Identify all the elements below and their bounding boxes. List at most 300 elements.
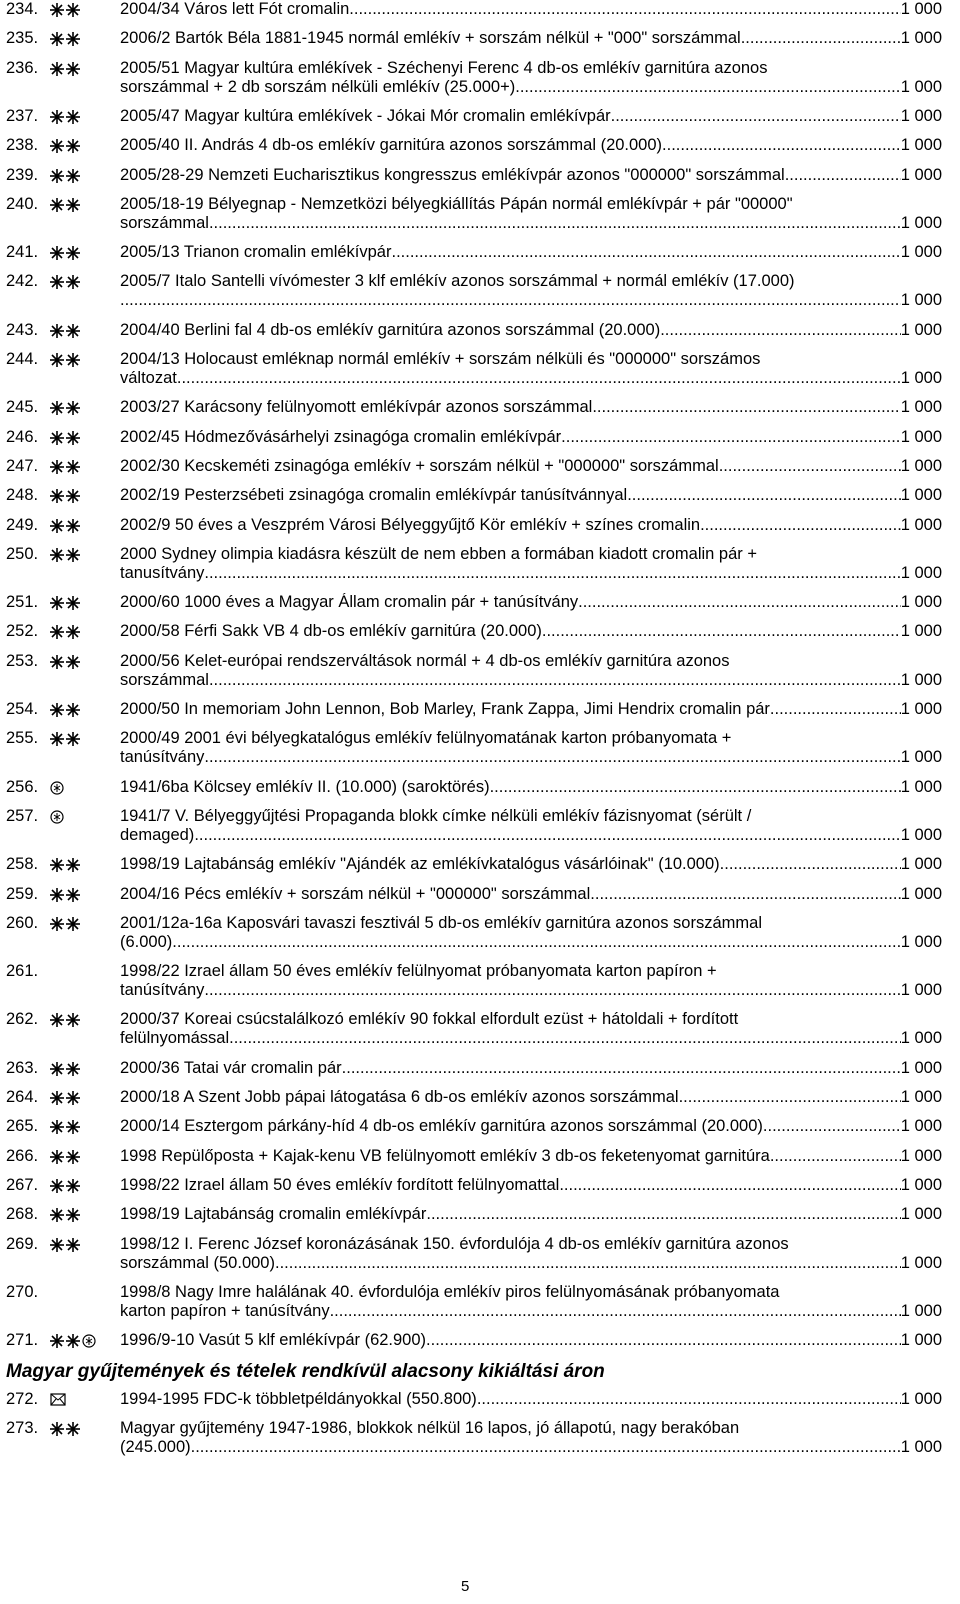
mint-star-icon: [50, 275, 64, 289]
mint-star-icon: [50, 32, 64, 46]
mint-star-icon: [50, 489, 64, 503]
condition-icons: [50, 136, 126, 155]
starting-price: 1 000: [900, 1088, 942, 1106]
dot-leader: [785, 166, 901, 185]
lot-description: 1998/22 Izrael állam 50 éves emlékív felülnyomat próbanyomata karton papíron +: [120, 962, 717, 981]
mint-star-icon: [50, 1422, 64, 1436]
mint-star-icon: [66, 401, 80, 415]
lot-description: 2004/13 Holocaust emléknap normál emlékív + sorszám nélküli és "000000" sorszámos: [120, 350, 761, 368]
dot-leader: [627, 486, 900, 505]
condition-icons: [50, 1147, 126, 1166]
lot-description-line: [120, 1438, 942, 1457]
condition-icons: [50, 885, 126, 904]
starting-price: 1 000: [900, 1058, 942, 1077]
lot-description: változat: [120, 369, 177, 387]
mint-star-icon: [66, 1091, 80, 1105]
lot-description-line: [120, 291, 942, 310]
lot-number: 242.: [6, 272, 39, 291]
lot-description: 2000/14 Esztergom párkány-híd 4 db-os emlékív garnitúra azonos sorszámmal (20.000): [120, 1117, 763, 1136]
lot-description: demaged): [120, 825, 195, 844]
dot-leader: [578, 593, 901, 612]
starting-price: 1 000: [900, 1117, 942, 1136]
lot-entry: [6, 1147, 958, 1166]
lot-entry: [6, 166, 958, 185]
lot-number: 270.: [6, 1282, 39, 1301]
lot-entry: [6, 107, 958, 126]
lot-entry: [6, 59, 958, 97]
lot-entry: [6, 1283, 958, 1321]
lot-description: 2002/9 50 éves a Veszprém Városi Bélyeggyűjtő Kör emlékív + színes cromalin: [120, 515, 701, 534]
lot-description-line: [120, 729, 942, 748]
dot-leader: [426, 1205, 900, 1224]
starting-price: 1 000: [900, 884, 942, 903]
dot-leader: [172, 933, 900, 952]
dot-leader: [275, 1254, 901, 1273]
lot-description-line: [120, 1254, 942, 1273]
lot-entry: [6, 593, 958, 612]
lot-description-line: [120, 1088, 942, 1107]
starting-price: 1 000: [900, 427, 942, 446]
starting-price: 1 000: [900, 1253, 942, 1272]
dot-leader: [590, 885, 900, 904]
lot-number: 235.: [6, 29, 39, 48]
lot-description-line: [120, 1059, 942, 1078]
lot-description: 2000/36 Tatai vár cromalin pár: [120, 1058, 342, 1077]
lot-number: 258.: [6, 855, 39, 874]
mint-star-icon: [66, 62, 80, 76]
mint-star-icon: [50, 519, 64, 533]
mint-star-icon: [66, 703, 80, 717]
dot-leader: [349, 0, 900, 19]
condition-icons: [50, 321, 126, 340]
condition-icons: [50, 1331, 126, 1350]
starting-price: 1 000: [900, 320, 942, 339]
dot-leader: [679, 1088, 901, 1107]
dot-leader: [477, 1390, 901, 1409]
lot-description-line: [120, 622, 942, 641]
lot-description-line: [120, 748, 942, 767]
mint-star-icon: [66, 169, 80, 183]
lot-description: tanusítvány: [120, 563, 205, 582]
mint-star-icon: [66, 1238, 80, 1252]
lot-description: sorszámmal (50.000): [120, 1253, 275, 1272]
starting-price: 1 000: [900, 1301, 942, 1320]
lot-description-line: [120, 1302, 942, 1321]
condition-icons: [50, 778, 126, 797]
lot-number: 234.: [6, 0, 39, 18]
lot-entry: [6, 1390, 958, 1409]
lot-description: tanúsítvány: [120, 748, 205, 767]
lot-description: 1998/19 Lajtabánság cromalin emlékívpár: [120, 1205, 427, 1224]
starting-price: 1 000: [900, 0, 942, 18]
lot-description-line: [120, 962, 942, 981]
lot-description: (245.000): [120, 1438, 191, 1457]
dot-leader: [490, 778, 901, 797]
lot-entry: [6, 729, 958, 767]
mint-star-icon: [50, 888, 64, 902]
condition-icons: [50, 700, 126, 719]
lot-number: 249.: [6, 515, 39, 534]
lot-description: sorszámmal: [120, 670, 209, 689]
mint-star-icon: [50, 625, 64, 639]
condition-icons: [50, 29, 126, 48]
condition-icons: [50, 398, 126, 417]
lot-description: 2000/37 Koreai csúcstalálkozó emlékív 90 fokkal elfordult ezüst + hátoldali + fordított: [120, 1010, 739, 1029]
starting-price: 1 000: [900, 106, 942, 125]
lot-entry: [6, 778, 958, 797]
mint-star-icon: [66, 353, 80, 367]
starting-price: 1 000: [900, 1029, 942, 1048]
lot-entry: [6, 855, 958, 874]
condition-icons: [50, 1419, 126, 1438]
mint-star-icon: [66, 139, 80, 153]
lot-description: 2005/7 Italo Santelli vívómester 3 klf emlékív azonos sorszámmal + normál emlékív (17.000): [120, 272, 795, 291]
dot-leader: [720, 855, 901, 874]
lot-number: 271.: [6, 1331, 39, 1350]
lot-description: 1998/8 Nagy Imre halálának 40. évfordulója emlékív piros felülnyomásának próbanyomata: [120, 1282, 780, 1301]
condition-icons: [50, 1235, 126, 1254]
section-heading: Magyar gyűjtemények és tételek rendkívül alacsony kikiáltási áron: [6, 1361, 605, 1382]
lot-description: sorszámmal + 2 db sorszám nélküli emlékív (25.000+): [120, 77, 516, 96]
dot-leader: [204, 981, 900, 1000]
lot-number: 252.: [6, 622, 39, 641]
lot-description-line: [120, 59, 942, 78]
mint-star-icon: [66, 489, 80, 503]
lot-description-line: [120, 243, 942, 262]
lot-description-line: [120, 214, 942, 233]
condition-icons: [50, 729, 126, 748]
condition-icons: [50, 1010, 126, 1029]
lot-description-line: [120, 1029, 942, 1048]
starting-price: 1 000: [900, 243, 942, 262]
mint-star-icon: [50, 169, 64, 183]
starting-price: 1 000: [900, 515, 942, 534]
lot-description-line: [120, 807, 942, 826]
lot-description: 1996/9-10 Vasút 5 klf emlékívpár (62.900): [120, 1331, 427, 1350]
lot-description: 2005/47 Magyar kultúra emlékívek - Jókai Mór cromalin emlékívpár: [120, 106, 611, 125]
lot-entry: [6, 700, 958, 719]
dot-leader: [120, 291, 901, 310]
starting-price: 1 000: [900, 136, 942, 155]
lot-description: tanúsítvány: [120, 981, 205, 1000]
lot-number: 251.: [6, 593, 39, 612]
lot-description-line: [120, 545, 942, 564]
starting-price: 1 000: [900, 29, 942, 48]
lot-entry: [6, 29, 958, 48]
dot-leader: [204, 564, 900, 583]
lot-description-line: [120, 1390, 942, 1409]
lot-entry: [6, 136, 958, 155]
lot-description-line: [120, 914, 942, 933]
lot-description: 2000/50 In memoriam John Lennon, Bob Marley, Frank Zappa, Jimi Hendrix cromalin pár: [120, 700, 770, 718]
lot-entry: [6, 457, 958, 476]
dot-leader: [391, 243, 900, 262]
lot-description-line: [120, 700, 942, 719]
mint-star-icon: [66, 1013, 80, 1027]
lot-entry: [6, 1235, 958, 1273]
lot-description-line: [120, 933, 942, 952]
lot-entry: [6, 1419, 958, 1457]
lot-number: 247.: [6, 456, 39, 475]
lot-description-line: [120, 457, 942, 476]
lot-entry: [6, 243, 958, 262]
starting-price: 1 000: [900, 77, 942, 96]
mint-star-icon: [50, 1208, 64, 1222]
starting-price: 1 000: [900, 748, 942, 767]
lot-description-line: [120, 1331, 942, 1350]
lot-entry: [6, 885, 958, 904]
condition-icons: [50, 1283, 126, 1302]
lot-description: 2004/40 Berlini fal 4 db-os emlékív garnitúra azonos sorszámmal (20.000): [120, 320, 661, 339]
lot-description-line: [120, 29, 942, 48]
dot-leader: [763, 1117, 901, 1136]
dot-leader: [330, 1302, 901, 1321]
lot-description-line: [120, 1419, 942, 1438]
starting-price: 1 000: [900, 1390, 942, 1408]
starting-price: 1 000: [900, 456, 942, 475]
dot-leader: [209, 214, 901, 233]
starting-price: 1 000: [900, 700, 942, 718]
lot-description-line: [120, 516, 942, 535]
lot-entry: [6, 398, 958, 417]
dot-leader: [660, 321, 901, 340]
starting-price: 1 000: [900, 932, 942, 951]
condition-icons: [50, 652, 126, 671]
lot-number: 259.: [6, 884, 39, 903]
mint-star-icon: [50, 246, 64, 260]
starting-price: 1 000: [900, 981, 942, 1000]
dot-leader: [719, 457, 901, 476]
lot-description-line: [120, 1117, 942, 1136]
mint-star-icon: [66, 888, 80, 902]
lot-number: 272.: [6, 1390, 39, 1408]
condition-icons: [50, 59, 126, 78]
lot-description-line: [120, 428, 942, 447]
mint-star-icon: [50, 1150, 64, 1164]
mint-star-icon: [66, 431, 80, 445]
starting-price: 1 000: [900, 563, 942, 582]
lot-entry: [6, 622, 958, 641]
mint-star-icon: [50, 460, 64, 474]
starting-price: 1 000: [900, 1438, 942, 1457]
mint-star-icon: [50, 3, 64, 17]
lot-description: (6.000): [120, 932, 173, 951]
lot-description-line: [120, 652, 942, 671]
lot-description-line: [120, 136, 942, 155]
dot-leader: [209, 671, 901, 690]
lot-number: 269.: [6, 1234, 39, 1253]
lot-number: 255.: [6, 729, 39, 748]
lot-description: 2000/18 A Szent Jobb pápai látogatása 6 db-os emlékív azonos sorszámmal: [120, 1088, 679, 1106]
mint-star-icon: [50, 1179, 64, 1193]
condition-icons: [50, 962, 126, 981]
mint-star-icon: [66, 3, 80, 17]
lot-entry: [6, 321, 958, 340]
lot-entry: [6, 272, 958, 310]
condition-icons: [50, 0, 126, 19]
mint-star-icon: [50, 1091, 64, 1105]
lot-description-line: [120, 0, 942, 19]
lot-entry: [6, 1059, 958, 1078]
lot-description: 1941/6ba Kölcsey emlékív II. (10.000) (saroktörés): [120, 777, 490, 796]
lot-number: 260.: [6, 913, 39, 932]
lot-description-line: [120, 981, 942, 1000]
lot-entry: [6, 516, 958, 535]
lot-entry: [6, 807, 958, 845]
lot-description-line: [120, 486, 942, 505]
mint-star-icon: [50, 324, 64, 338]
lot-entry: [6, 0, 958, 19]
lot-number: 256.: [6, 777, 39, 796]
mint-star-icon: [50, 1013, 64, 1027]
lot-number: 266.: [6, 1146, 39, 1165]
lot-description-line: [120, 107, 942, 126]
mint-star-icon: [66, 1422, 80, 1436]
mint-star-icon: [50, 858, 64, 872]
mint-star-icon: [66, 275, 80, 289]
condition-icons: [50, 243, 126, 262]
lot-description-line: [120, 1176, 942, 1195]
mint-star-icon: [66, 519, 80, 533]
lot-description: 2005/51 Magyar kultúra emlékívek - Széchenyi Ferenc 4 db-os emlékív garnitúra azonos: [120, 58, 768, 77]
lot-description: 2002/45 Hódmezővásárhelyi zsinagóga cromalin emlékívpár: [120, 427, 562, 446]
dot-leader: [515, 78, 900, 97]
lot-description-line: [120, 195, 942, 214]
lot-description-line: [120, 272, 942, 291]
dot-leader: [741, 29, 901, 48]
starting-price: 1 000: [900, 213, 942, 232]
dot-leader: [229, 1029, 901, 1048]
dot-leader: [662, 136, 901, 155]
lot-entry: [6, 195, 958, 233]
mint-star-icon: [66, 198, 80, 212]
lot-description-line: [120, 350, 942, 369]
lot-entry: [6, 1117, 958, 1136]
condition-icons: [50, 855, 126, 874]
starting-price: 1 000: [900, 825, 942, 844]
mint-star-icon: [66, 596, 80, 610]
mint-star-icon: [66, 858, 80, 872]
starting-price: 1 000: [900, 1331, 942, 1350]
starting-price: 1 000: [900, 855, 942, 874]
lot-number: 257.: [6, 806, 39, 825]
condition-icons: [50, 486, 126, 505]
lot-description: karton papíron + tanúsítvány: [120, 1301, 330, 1320]
dot-leader: [426, 1331, 901, 1350]
lot-description: 2000/60 1000 éves a Magyar Állam cromalin pár + tanúsítvány: [120, 593, 579, 612]
starting-price: 1 000: [900, 1146, 942, 1165]
lot-entry: [6, 486, 958, 505]
mint-star-icon: [50, 1062, 64, 1076]
condition-icons: [50, 457, 126, 476]
lot-number: 238.: [6, 136, 39, 155]
condition-icons: [50, 593, 126, 612]
lot-entry: [6, 962, 958, 1000]
lot-description-line: [120, 1235, 942, 1254]
lot-description: Magyar gyűjtemény 1947-1986, blokkok nélkül 16 lapos, jó állapotú, nagy berakóban: [120, 1419, 740, 1438]
mint-star-icon: [66, 246, 80, 260]
dot-leader: [561, 428, 901, 447]
dot-leader: [204, 748, 900, 767]
lot-description: 1994-1995 FDC-k többletpéldányokkal (550.800): [120, 1390, 477, 1408]
lot-number: 246.: [6, 427, 39, 446]
lot-description: 2003/27 Karácsony felülnyomott emlékívpár azonos sorszámmal: [120, 398, 593, 417]
mint-star-icon: [50, 139, 64, 153]
mint-star-icon: [50, 353, 64, 367]
mint-star-icon: [50, 110, 64, 124]
lot-entry: [6, 1205, 958, 1224]
mint-star-icon: [66, 548, 80, 562]
starting-price: 1 000: [900, 670, 942, 689]
lot-number: 240.: [6, 194, 39, 213]
mint-star-icon: [50, 431, 64, 445]
page-number: 5: [461, 1578, 470, 1595]
mint-star-icon: [50, 198, 64, 212]
condition-icons: [50, 1390, 126, 1409]
starting-price: 1 000: [900, 486, 942, 505]
condition-icons: [50, 545, 126, 564]
lot-number: 236.: [6, 58, 39, 77]
lot-entry: [6, 428, 958, 447]
mint-star-icon: [66, 110, 80, 124]
mint-star-icon: [66, 1334, 80, 1348]
condition-icons: [50, 1059, 126, 1078]
lot-description-line: [120, 885, 942, 904]
mint-star-icon: [66, 655, 80, 669]
lot-number: 262.: [6, 1010, 39, 1029]
starting-price: 1 000: [900, 1175, 942, 1194]
lot-number: 243.: [6, 320, 39, 339]
envelope-icon: [50, 1393, 66, 1406]
starting-price: 1 000: [900, 369, 942, 387]
mint-star-icon: [66, 32, 80, 46]
dot-leader: [700, 516, 901, 535]
dot-leader: [559, 1176, 900, 1195]
starting-price: 1 000: [900, 1205, 942, 1224]
lot-description: 1998/12 I. Ferenc József koronázásának 150. évfordulója 4 db-os emlékív garnitúra azonos: [120, 1234, 789, 1253]
stamped-circle-icon: [50, 781, 64, 795]
lot-number: 254.: [6, 700, 39, 718]
lot-description: 2000/58 Férfi Sakk VB 4 db-os emlékív garnitúra (20.000): [120, 622, 542, 641]
lot-description-line: [120, 671, 942, 690]
lot-number: 264.: [6, 1088, 39, 1106]
lot-number: 261.: [6, 962, 39, 981]
lot-description-line: [120, 564, 942, 583]
stamped-circle-icon: [50, 810, 64, 824]
mint-star-icon: [50, 62, 64, 76]
mint-star-icon: [66, 1062, 80, 1076]
lot-description-line: [120, 1010, 942, 1029]
condition-icons: [50, 166, 126, 185]
lot-entry: [6, 545, 958, 583]
lot-number: 250.: [6, 544, 39, 563]
lot-entry: [6, 1010, 958, 1048]
lot-description: 1998/22 Izrael állam 50 éves emlékív fordított felülnyomattal: [120, 1175, 560, 1194]
mint-star-icon: [50, 596, 64, 610]
condition-icons: [50, 807, 126, 826]
lot-number: 273.: [6, 1419, 39, 1438]
lot-description: 2002/30 Kecskeméti zsinagóga emlékív + sorszám nélkül + "000000" sorszámmal: [120, 456, 719, 475]
lot-number: 253.: [6, 651, 39, 670]
lot-description-line: [120, 1147, 942, 1166]
dot-leader: [611, 107, 901, 126]
mint-star-icon: [50, 1120, 64, 1134]
lot-number: 237.: [6, 106, 39, 125]
stamped-circle-icon: [82, 1334, 96, 1348]
lot-number: 267.: [6, 1175, 39, 1194]
dot-leader: [194, 826, 900, 845]
mint-star-icon: [50, 655, 64, 669]
